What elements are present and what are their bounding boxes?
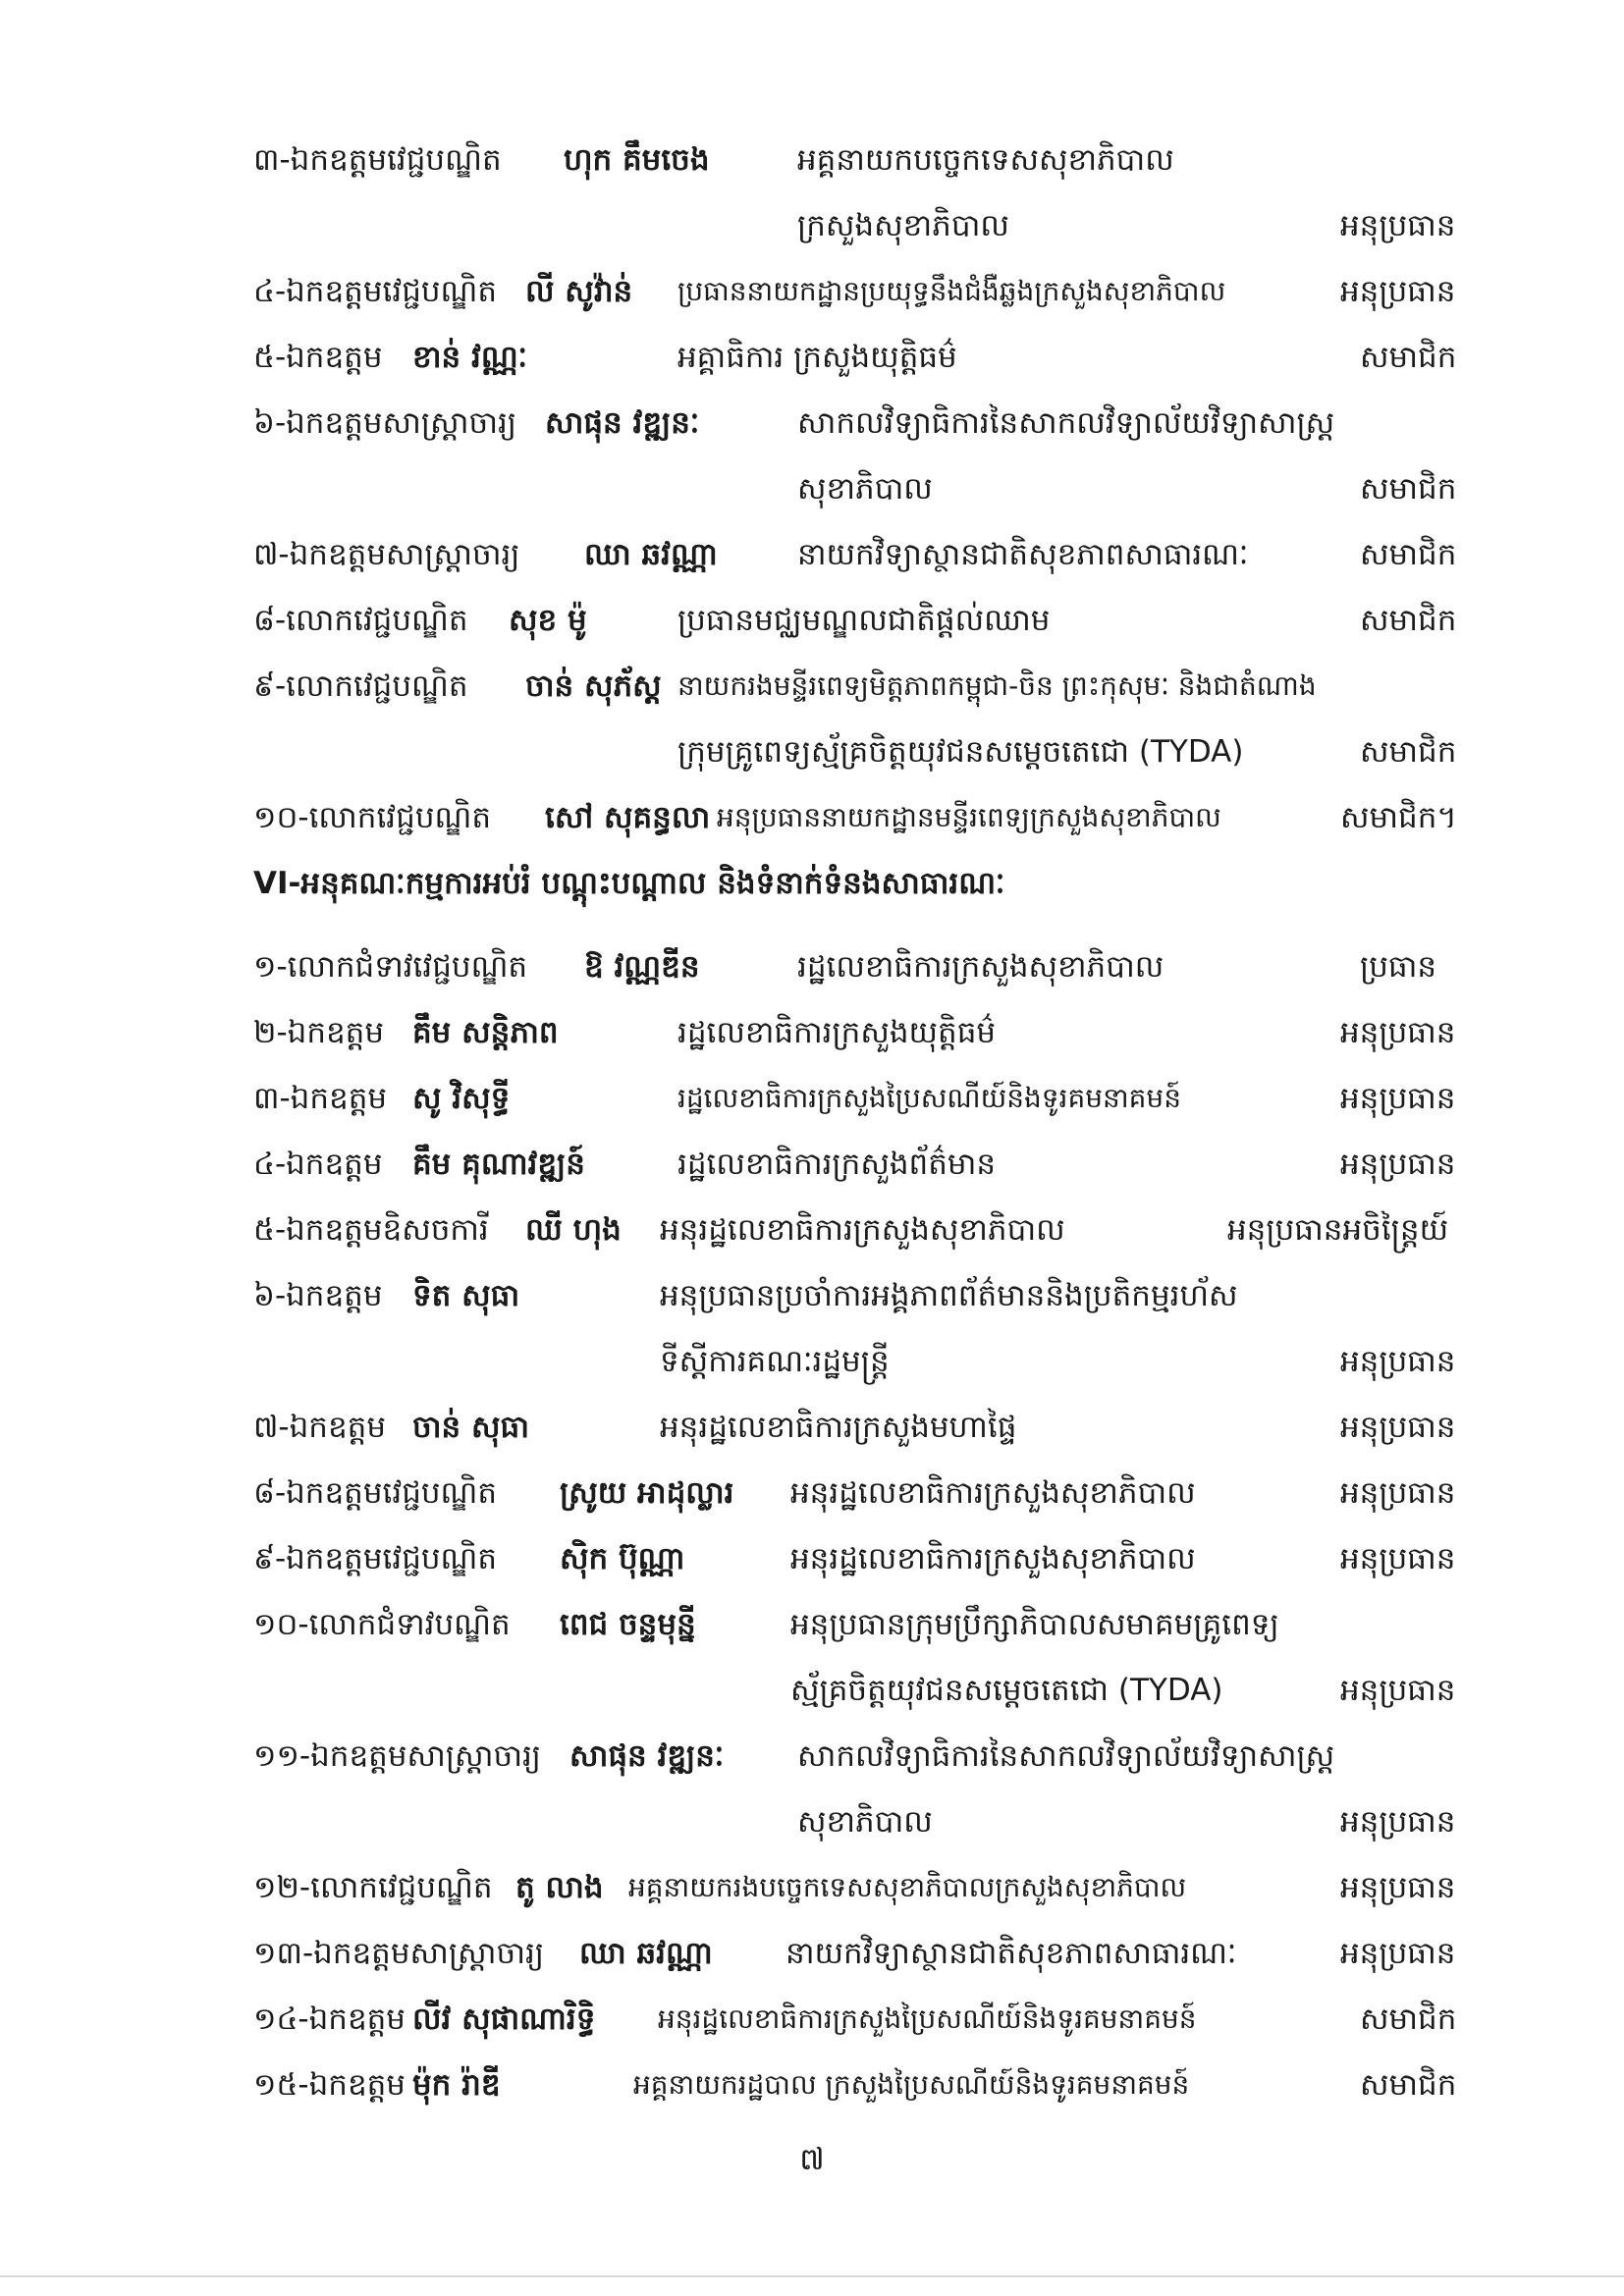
list-item-continuation (0, 1332, 1624, 1391)
entry-name: ហុក គឹមចេង (564, 142, 710, 178)
entry-name: ចាន់ សុភ័ស្ត (525, 668, 662, 704)
list-item (0, 525, 1624, 584)
entry-position: សមាជិក (1360, 734, 1457, 770)
entry-role: សាកលវិទ្យាធិការនៃសាកលវិទ្យាល័យវិទ្យាសាស្ត្រ (797, 1738, 1335, 1774)
entry-role: រដ្ឋលេខាធិការក្រសួងប្រៃសណីយ៍និងទូរគមនាគមន៍ (677, 1082, 1181, 1114)
section-heading: VI-អនុគណៈកម្មការអប់រំ បណ្ដុះបណ្ដាល និងទំនាក់ទំនងសាធារណៈ (253, 866, 1005, 901)
entry-role: ក្រសួងសុខាភិបាល (797, 208, 1009, 243)
list-item (0, 328, 1624, 387)
entry-role: អនុរដ្ឋលេខាធិការក្រសួងសុខាភិបាល (660, 1212, 1065, 1248)
entry-prefix: ៨-លោកវេជ្ជបណ្ឌិត (253, 603, 468, 638)
entry-prefix: ១២-លោកវេជ្ជបណ្ឌិត (253, 1870, 493, 1905)
entry-prefix: ៨-ឯកឧត្តមវេជ្ជបណ្ឌិត (253, 1475, 498, 1511)
entry-name: គឹម សន្តិភាព (412, 1015, 559, 1050)
list-item (0, 1858, 1624, 1917)
entry-position: សមាជិក (1360, 537, 1457, 572)
entry-role: សាកលវិទ្យាធិការនៃសាកលវិទ្យាល័យវិទ្យាសាស្ត្រ (797, 405, 1335, 441)
entry-name: សុខ ម៉ូ (509, 603, 587, 638)
list-item (0, 591, 1624, 650)
entry-role: អនុប្រធានប្រចាំការអង្គភាពព័ត៌មាននិងប្រតិកម្មរហ័ស (660, 1278, 1238, 1313)
list-item (0, 2056, 1624, 2114)
entry-role: អនុរដ្ឋលេខាធិការក្រសួងសុខាភិបាល (790, 1475, 1196, 1511)
entry-position: សមាជិក (1360, 340, 1457, 375)
list-item-continuation (0, 722, 1624, 781)
entry-position: សមាជិក (1360, 2002, 1457, 2037)
entry-role: អនុរដ្ឋលេខាធិការក្រសួងសុខាភិបាល (790, 1541, 1196, 1576)
entry-prefix: ៤-ឯកឧត្តម (253, 1147, 383, 1182)
entry-prefix: ១១-ឯកឧត្តមសាស្ត្រាចារ្យ (253, 1738, 542, 1774)
entry-prefix: ៥-ឯកឧត្តមឧិសចការី (253, 1212, 489, 1248)
list-item-continuation (0, 1661, 1624, 1720)
entry-position: អនុប្រធាន (1340, 1673, 1456, 1708)
list-item (0, 788, 1624, 847)
entry-name: ឱ វណ្ណឌីន (584, 949, 700, 985)
entry-position: អនុប្រធាន (1340, 1081, 1456, 1116)
list-item (0, 1464, 1624, 1522)
entry-name: ម៉ុក រ៉ាឌី (412, 2067, 501, 2103)
entry-role: ស្ម័គ្រចិត្តយុវជនសម្ដេចតេជោ (TYDA) (790, 1673, 1223, 1708)
entry-role: អនុប្រធាននាយកដ្ឋានមន្ទីរពេទ្យក្រសួងសុខាភិបាល (717, 801, 1221, 833)
entry-role: ប្រធានមជ្ឈមណ្ឌលជាតិផ្ដល់ឈាម (677, 603, 1051, 638)
entry-position: អនុប្រធាន (1340, 1147, 1456, 1182)
list-item (0, 1266, 1624, 1325)
entry-position: អនុប្រធាន (1340, 1804, 1456, 1840)
list-item (0, 1201, 1624, 1259)
list-item (0, 657, 1624, 716)
entry-role: អគ្គនាយកបច្ចេកទេសសុខាភិបាល (797, 142, 1174, 178)
list-item (0, 131, 1624, 189)
list-item (0, 1135, 1624, 1194)
entry-role: រដ្ឋលេខាធិការក្រសួងយុត្តិធម៌ (677, 1015, 997, 1050)
entry-role: សុខាភិបាល (797, 1804, 933, 1840)
list-item (0, 1069, 1624, 1128)
entry-role: សុខាភិបាល (797, 471, 933, 507)
entry-position: អនុប្រធាន (1340, 1870, 1456, 1905)
entry-position: អនុប្រធាន (1340, 208, 1456, 243)
entry-role: នាយកវិទ្យាស្ថានជាតិសុខភាពសាធារណៈ (797, 537, 1249, 572)
entry-prefix: ១០-លោកជំទាវបណ្ឌិត (253, 1607, 511, 1642)
list-item (0, 1727, 1624, 1786)
entry-prefix: ១០-លោកវេជ្ជបណ្ឌិត (253, 800, 492, 835)
entry-role: អនុប្រធានក្រុមប្រឹក្សាភិបាលសមាគមគ្រូពេទ្យ (790, 1607, 1279, 1642)
page-number: ៧ (799, 2142, 825, 2177)
list-item (0, 1990, 1624, 2049)
entry-role: អគ្គនាយករងបច្ចេកទេសសុខាភិបាលក្រសួងសុខាភិបាល (628, 1871, 1187, 1903)
entry-prefix: ១៥-ឯកឧត្តម (253, 2067, 406, 2103)
list-item (0, 1595, 1624, 1654)
list-item-continuation (0, 196, 1624, 255)
entry-position: អនុប្រធាន (1340, 1475, 1456, 1511)
entry-role: អនុរដ្ឋលេខាធិការក្រសួងមហាផ្ទៃ (660, 1410, 1017, 1445)
entry-position: អនុប្រធាន (1340, 1015, 1456, 1050)
entry-prefix: ៧-ឯកឧត្តមសាស្ត្រាចារ្យ (253, 537, 520, 572)
entry-name: សាផុន វឌ្ឍនៈ (569, 1738, 725, 1774)
entry-name: ស៊ិក ប៊ុណ្ណា (560, 1541, 685, 1576)
entry-name: លីវ សុផាណារិទ្ធិ (412, 2002, 596, 2037)
entry-name: ឈី ហុង (525, 1212, 622, 1248)
list-item (0, 394, 1624, 453)
entry-prefix: ២-ឯកឧត្តម (253, 1015, 385, 1050)
entry-name: សូ វិសុទ្ធី (412, 1081, 511, 1116)
entry-position: សមាជិក។ (1340, 800, 1457, 835)
entry-prefix: ៩-លោកវេជ្ជបណ្ឌិត (253, 668, 468, 704)
entry-role: នាយកវិទ្យាស្ថានជាតិសុខភាពសាធារណៈ (785, 1936, 1237, 1971)
entry-name: តូ លាង (515, 1870, 604, 1905)
entry-prefix: ៥-ឯកឧត្តម (253, 340, 383, 375)
entry-prefix: ១-លោកជំទាវវេជ្ជបណ្ឌិត (253, 949, 528, 985)
entry-name: ឈា ឆវណ្ណា (579, 1936, 713, 1971)
entry-role: រដ្ឋលេខាធិការក្រសួងសុខាភិបាល (797, 949, 1164, 985)
entry-name: ទិត សុធា (412, 1278, 520, 1313)
list-item (0, 1398, 1624, 1457)
entry-name: ឈា ឆវណ្ណា (584, 537, 718, 572)
entry-name: សៅ សុគន្ធលា (545, 800, 711, 835)
list-item (0, 937, 1624, 996)
entry-role: នាយករងមន្ទីរពេទ្យមិត្តភាពកម្ពុជា-ចិន ព្រះកុសុមៈ និងជាតំណាង (677, 669, 1317, 702)
entry-position: សមាជិក (1360, 471, 1457, 507)
list-item (0, 1529, 1624, 1588)
entry-name: លី សូវ៉ាន់ (525, 274, 633, 309)
entry-name: ស្រូយ អាដុល្លារ (560, 1475, 734, 1511)
bottom-divider (0, 2275, 1624, 2277)
list-item (0, 262, 1624, 321)
list-item (0, 1924, 1624, 1983)
entry-role: អគ្គនាយករដ្ឋបាល ក្រសួងប្រៃសណីយ៍និងទូរគមនាគមន៍ (633, 2068, 1190, 2101)
entry-name: សាផុន វឌ្ឍនៈ (545, 405, 700, 441)
entry-position: សមាជិក (1360, 2067, 1457, 2103)
entry-role: ប្រធាននាយកដ្ឋានប្រយុទ្ធនឹងជំងឺឆ្លងក្រសួងសុខាភិបាល (677, 275, 1226, 307)
entry-position: អនុប្រធាន (1340, 1410, 1456, 1445)
entry-prefix: ៦-ឯកឧត្តម (253, 1278, 383, 1313)
entry-role: ក្រុមគ្រូពេទ្យស្ម័គ្រចិត្តយុវជនសម្ដេចតេជោ (TYDA) (677, 734, 1244, 770)
entry-name: គឹម គុណាវឌ្ឍន៍ (412, 1147, 585, 1182)
entry-role: រដ្ឋលេខាធិការក្រសួងព័ត៌មាន (677, 1147, 997, 1182)
entry-role: អនុរដ្ឋលេខាធិការក្រសួងប្រៃសណីយ៍និងទូរគមនាគមន៍ (658, 2002, 1197, 2035)
entry-position: អនុប្រធាន (1340, 274, 1456, 309)
entry-position: អនុប្រធានអចិន្ត្រៃយ៍ (1227, 1212, 1449, 1248)
entry-role: អគ្គាធិការ ក្រសួងយុត្តិធម៌ (677, 340, 957, 375)
entry-position: សមាជិក (1360, 603, 1457, 638)
entry-role: ទីស្ដីការគណៈរដ្ឋមន្ត្រី (660, 1344, 890, 1379)
entry-prefix: ៦-ឯកឧត្តមសាស្ត្រាចារ្យ (253, 405, 517, 441)
entry-prefix: ៧-ឯកឧត្តម (253, 1410, 387, 1445)
entry-position: អនុប្រធាន (1340, 1344, 1456, 1379)
entry-prefix: ៣-ឯកឧត្តម (253, 1081, 388, 1116)
list-item-continuation (0, 1792, 1624, 1851)
entry-prefix: ៤-ឯកឧត្តមវេជ្ជបណ្ឌិត (253, 274, 498, 309)
entry-name: ចាន់ សុធា (412, 1410, 530, 1445)
entry-position: ប្រធាន (1360, 949, 1437, 985)
entry-prefix: ១៤-ឯកឧត្តម (253, 2002, 406, 2037)
entry-prefix: ១៣-ឯកឧត្តមសាស្ត្រាចារ្យ (253, 1936, 545, 1971)
entry-name: ខាន់ វណ្ណៈ (412, 340, 528, 375)
entry-position: អនុប្រធាន (1340, 1936, 1456, 1971)
entry-prefix: ៣-ឯកឧត្តមវេជ្ជបណ្ឌិត (253, 142, 502, 178)
list-item-continuation (0, 459, 1624, 518)
list-item (0, 1003, 1624, 1062)
entry-prefix: ៩-ឯកឧត្តមវេជ្ជបណ្ឌិត (253, 1541, 498, 1576)
entry-name: ពេជ ចន្ទមុន្នី (560, 1607, 696, 1642)
entry-position: អនុប្រធាន (1340, 1541, 1456, 1576)
